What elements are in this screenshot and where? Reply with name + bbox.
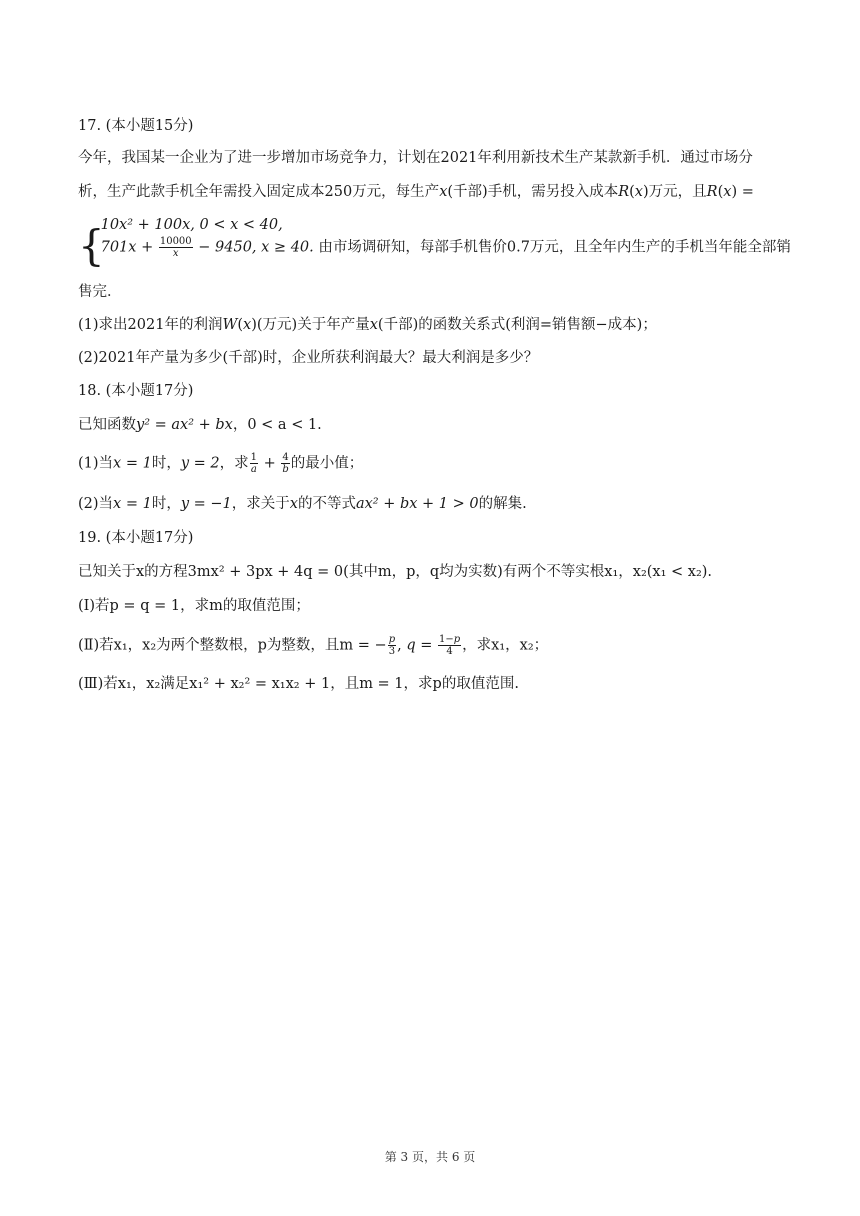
q18-sub2: (2)当x = 1时，y = −1，求关于x的不等式ax² + bx + 1 > 0的解集. bbox=[78, 496, 527, 512]
q18-header: 18. (本小题17分) bbox=[78, 383, 194, 399]
piecewise-cases bbox=[101, 214, 314, 258]
piecewise-case-2: 701x + $\frac{10000}{x}$ − 9450, x ≥ 40. bbox=[100, 236, 314, 259]
q17-paragraph-line2: 析，生产此款手机全年需投入固定成本250万元，每生产x(千部)手机，需另投入成本R(x)万元，且R(x) = bbox=[78, 184, 754, 200]
q17-paragraph-line4: 售完． bbox=[78, 284, 122, 300]
q18-stem: 已知函数y² = ax² + bx，0 < a < 1. bbox=[78, 417, 322, 433]
q17-sub1: (1)求出2021年的利润W(x)(万元)关于年产量x(千部)的函数关系式(利润=销售额−成本)； bbox=[78, 317, 657, 333]
q17-after-cases: 由市场调研知，每部手机售价0.7万元，且全年内生产的手机当年能全部销 bbox=[318, 239, 791, 256]
q17-paragraph-line1: 今年，我国某一企业为了进一步增加市场竞争力，计划在2021年利用新技术生产某款新手机．通过市场分 bbox=[78, 150, 753, 166]
q19-header: 19. (本小题17分) bbox=[78, 530, 194, 546]
piecewise-case-1: 10x² + 100x, 0 < x < 40, bbox=[100, 217, 283, 233]
q17-sub2: (2)2021年产量为多少(千部)时，企业所获利润最大？最大利润是多少？ bbox=[78, 350, 539, 366]
q17-header: 17. (本小题15分) bbox=[78, 118, 194, 134]
q19-sub1: (Ⅰ)若p = q = 1，求m的取值范围； bbox=[78, 598, 310, 614]
q19-sub2: (Ⅱ)若x₁，x₂为两个整数根，p为整数，且m = − $\frac{p}{3}$ , q = $\frac{1-p}{4}$ ，求x₁，x₂； bbox=[78, 634, 549, 657]
q19-sub3: (Ⅲ)若x₁，x₂满足x₁² + x₂² = x₁x₂ + 1，且m = 1，求p的取值范围. bbox=[78, 676, 519, 692]
q17-piecewise-line bbox=[78, 214, 791, 270]
piecewise-brace: { bbox=[78, 220, 105, 270]
q18-sub1: (1)当x = 1时，y = 2，求 $\frac{1}{a}$ + $\frac{4}{b}$ 的最小值； bbox=[78, 452, 364, 475]
page-footer: 第 3 页，共 6 页 bbox=[384, 1150, 476, 1164]
q19-stem: 已知关于x的方程3mx² + 3px + 4q = 0(其中m，p，q均为实数)有两个不等实根x₁，x₂(x₁ < x₂). bbox=[78, 564, 713, 580]
